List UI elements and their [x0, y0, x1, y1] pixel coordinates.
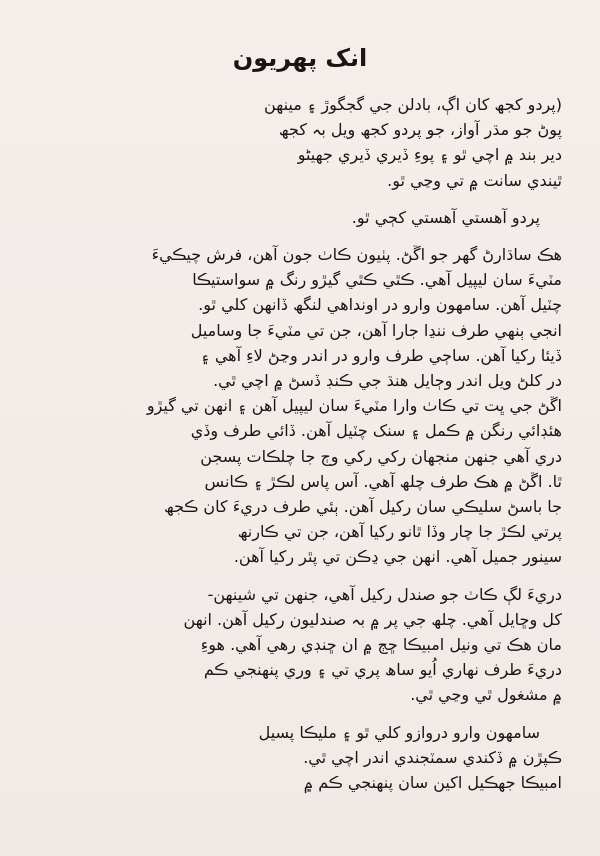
text-line: اڱڻ جي ڀت تي ڪاٺ وارا مٽيءَ سان ليپيل آهن ۽ انهن تي گيڙو	[146, 396, 562, 416]
paragraph-ambika	[42, 582, 562, 708]
text-line: امبيڪا جهڪيل اکين سان پنهنجي ڪم ۾	[303, 773, 562, 793]
text-line: دريءَ طرف نهاري اُيو ساھ پري تي ۽ وري پنهنجي ڪم	[203, 660, 562, 680]
text-line: ڏيئا رکيا آهن. ساڄي طرف وارو در اندر وڃڻ لاءِ آهي ۽	[200, 345, 562, 365]
text-line: ٿا. اڱڻ ۾ هڪ طرف چلھ آهي. آس پاس لڪڙ ۽ ڪانس	[204, 471, 562, 491]
paragraph-mallika	[42, 720, 562, 796]
text-line: ڪپڙن ۾ ڏکندي سمٽجندي اندر اچي ٿي.	[303, 747, 562, 767]
spacer	[42, 570, 562, 582]
paragraph-stage-direction	[42, 92, 562, 193]
text-line: کل وڇايل آهي. چلھ جي پر ۾ بہ صندليون رکيل آهن. انهن	[183, 609, 562, 629]
text-line: چٽيل آهن. سامهون وارو در اونداهي لنگھ ڏانهن کلي ٿو.	[198, 295, 562, 315]
page-title: انک پهريون	[232, 44, 368, 72]
text-line: هڪ ساڌارڻ گهر جو اڱڻ. پٺيون ڪاٺ جون آهن، فرش چيڪيءَ	[151, 245, 562, 265]
text-line: ۾ مشغول ٿي وڃي ٿي.	[410, 685, 562, 705]
spacer	[42, 708, 562, 720]
paragraph-curtain	[42, 205, 562, 230]
text-line: پوڻ جو مڌر آواز، جو پردو کجھ ويل بہ کجھ	[278, 120, 562, 140]
text-line: دريءَ لڳ ڪاٺ جو صندل رکيل آهي، جنهن تي شينهن-	[207, 584, 562, 604]
text-line: (پردو کجھ کان اڳ، بادلن جي گجگوڙ ۽ مينهن	[264, 95, 562, 114]
text-line: مٽيءَ سان ليپيل آهي. ڪٿي ڪٿي گيڙو رنگ ۾ سواستيڪا	[192, 270, 562, 290]
text-line: ٿيندي سانت ۾ تي وڃي ٿو.	[387, 170, 562, 190]
page-body	[42, 92, 562, 795]
paragraph-setting	[42, 242, 562, 570]
text-line: دير بند ۾ اچي ٿو ۽ پوءِ ڏيري ڏيري جهيڻو	[297, 145, 562, 165]
text-line: انجي ٻنهي طرف ننڍا جارا آهن، جن تي مٽيءَ جا وساميل	[190, 320, 562, 340]
text-line: در کلڻ ويل اندر وڄايل هنڌ جي ڪنڊ ڏسڻ ۾ اچي ٿي.	[213, 371, 562, 391]
spacer	[42, 230, 562, 242]
spacer	[42, 193, 562, 205]
text-line: سامهون وارو دروازو کلي ٿو ۽ مليڪا پسيل	[258, 722, 540, 742]
text-line: جا باسڻ سليڪي سان رکيل آهن. ٻئي طرف دريءَ کان ڪجھ	[164, 497, 562, 517]
text-line: دري آهي جنهن منجهان رکي رکي وڄ جا چلڪات پسجن	[200, 446, 562, 466]
text-line: پرتي لڪڙ جا چار وڏا ٿانو رکيا آهن، جن تي ڪارنھ	[237, 522, 562, 542]
text-line: مان هڪ تي ونيل امبيڪا ڇڄ ۾ ان ڇنڊي رهي آهي. هوءِ	[200, 635, 562, 655]
text-line: سينور جميل آهي. انهن جي ڍڪن تي پٿر رکيا آهن.	[233, 547, 562, 567]
text-line: پردو آهستي آهستي کڄي ٿو.	[351, 207, 540, 227]
text-line: هئڊائي رنگن ۾ ڪمل ۽ سنک چٽيل آهن. ڏائي طرف وڏي	[190, 421, 562, 441]
